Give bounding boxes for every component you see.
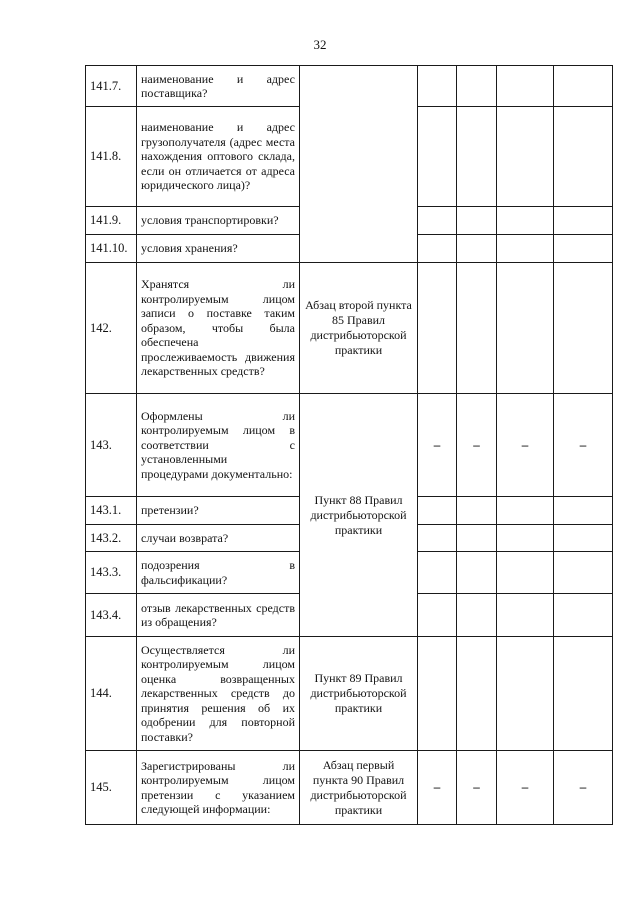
answer-cell-na: – [497,751,554,825]
answer-cell-no[interactable] [457,207,497,235]
answer-cell-note[interactable] [554,552,613,594]
answer-cell-na[interactable] [497,66,554,107]
answer-cell-na[interactable] [497,637,554,751]
row-question: условия хранения? [137,235,300,263]
answer-cell-yes[interactable] [418,497,457,525]
answer-cell-yes[interactable] [418,594,457,637]
answer-cell-yes: – [418,751,457,825]
row-number: 143. [86,394,137,497]
answer-cell-note[interactable] [554,594,613,637]
row-reference: Абзац первый пункта 90 Правил дистрибьюторской практики [300,751,418,825]
answer-cell-note[interactable] [554,525,613,552]
answer-cell-na[interactable] [497,552,554,594]
answer-cell-yes[interactable] [418,235,457,263]
answer-cell-yes[interactable] [418,525,457,552]
answer-cell-no[interactable] [457,552,497,594]
answer-cell-no[interactable] [457,235,497,263]
row-reference: Пункт 88 Правил дистрибьюторской практики [300,394,418,637]
table-row [86,751,613,825]
answer-cell-yes[interactable] [418,207,457,235]
answer-cell-yes[interactable] [418,107,457,207]
row-number: 141.10. [86,235,137,263]
answer-cell-no: – [457,394,497,497]
answer-cell-note: – [554,394,613,497]
table-row [86,394,613,497]
row-question: отзыв лекарственных средств из обращения? [137,594,300,637]
answer-cell-no[interactable] [457,66,497,107]
row-question: Осуществляется ли контролируемым лицом оценка возвращенных лекарственных средств до принятия решения об их одобрении для повторной поставки? [137,637,300,751]
answer-cell-na[interactable] [497,263,554,394]
answer-cell-yes[interactable] [418,552,457,594]
row-number: 142. [86,263,137,394]
answer-cell-note[interactable] [554,235,613,263]
row-reference [300,66,418,263]
answer-cell-na[interactable] [497,525,554,552]
checklist-table [85,65,613,825]
answer-cell-note[interactable] [554,263,613,394]
table-row [86,263,613,394]
answer-cell-note[interactable] [554,637,613,751]
row-reference: Пункт 89 Правил дистрибьюторской практики [300,637,418,751]
row-question: Оформлены ли контролируемым лицом в соответствии с установленными процедурами документально: [137,394,300,497]
answer-cell-no[interactable] [457,525,497,552]
answer-cell-yes[interactable] [418,637,457,751]
row-number: 143.3. [86,552,137,594]
answer-cell-note: – [554,751,613,825]
answer-cell-note[interactable] [554,497,613,525]
row-number: 145. [86,751,137,825]
page-number: 32 [313,37,327,52]
answer-cell-na[interactable] [497,497,554,525]
row-number: 141.7. [86,66,137,107]
answer-cell-yes: – [418,394,457,497]
table-row [86,637,613,751]
answer-cell-na[interactable] [497,207,554,235]
row-question: Зарегистрированы ли контролируемым лицом претензии с указанием следующей информации: [137,751,300,825]
row-reference: Абзац второй пункта 85 Правил дистрибьюторской практики [300,263,418,394]
row-question: случаи возврата? [137,525,300,552]
answer-cell-no[interactable] [457,637,497,751]
row-question: Хранятся ли контролируемым лицом записи о поставке таким образом, чтобы была обеспечена прослеживаемость движения лекарственных средств? [137,263,300,394]
answer-cell-note[interactable] [554,66,613,107]
answer-cell-na[interactable] [497,594,554,637]
table-row [86,66,613,107]
row-number: 141.9. [86,207,137,235]
answer-cell-yes[interactable] [418,263,457,394]
answer-cell-na[interactable] [497,235,554,263]
answer-cell-yes[interactable] [418,66,457,107]
answer-cell-no: – [457,751,497,825]
answer-cell-no[interactable] [457,263,497,394]
answer-cell-na[interactable] [497,107,554,207]
row-number: 143.4. [86,594,137,637]
row-question: подозрения в фальсификации? [137,552,300,594]
row-question: условия транспортировки? [137,207,300,235]
answer-cell-note[interactable] [554,107,613,207]
answer-cell-no[interactable] [457,594,497,637]
answer-cell-no[interactable] [457,107,497,207]
row-number: 144. [86,637,137,751]
row-question: наименование и адрес поставщика? [137,66,300,107]
answer-cell-note[interactable] [554,207,613,235]
row-question: наименование и адрес грузополучателя (адрес места нахождения оптового склада, если он отличается от адреса юридического лица)? [137,107,300,207]
row-number: 141.8. [86,107,137,207]
answer-cell-na: – [497,394,554,497]
answer-cell-no[interactable] [457,497,497,525]
row-question: претензии? [137,497,300,525]
row-number: 143.1. [86,497,137,525]
row-number: 143.2. [86,525,137,552]
